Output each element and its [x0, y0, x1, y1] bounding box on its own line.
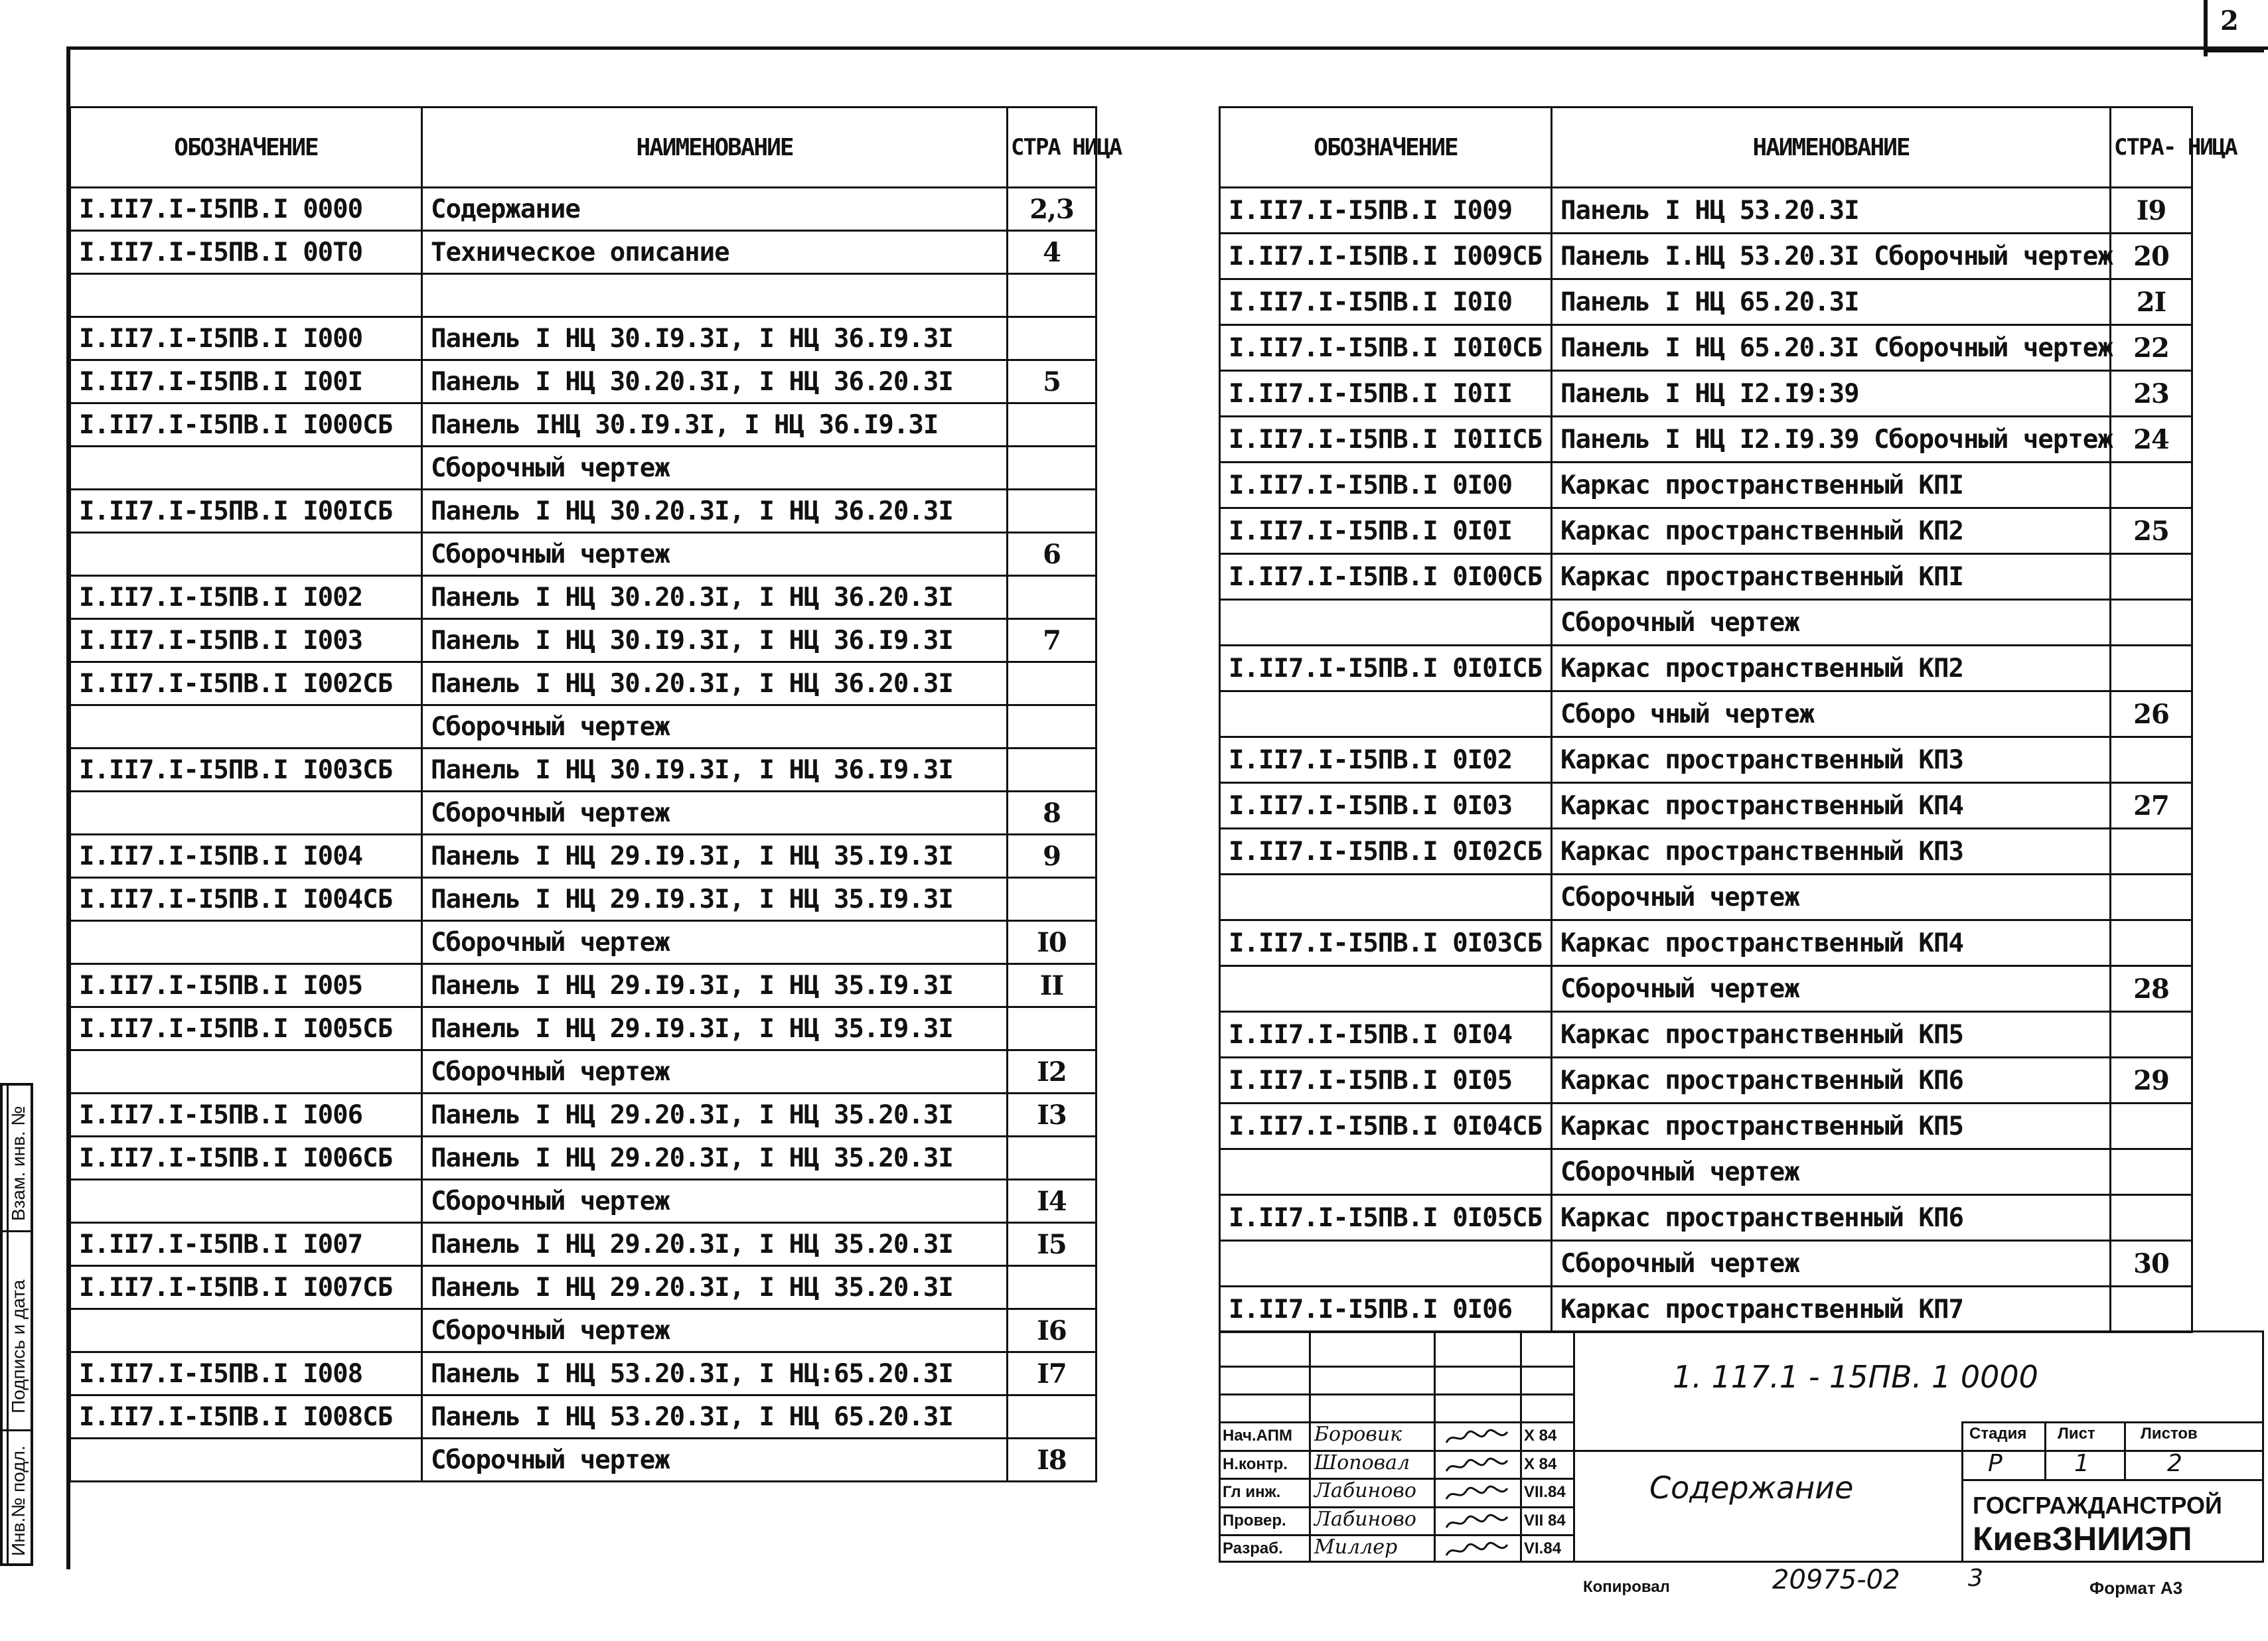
page-cell: 29: [2111, 1058, 2192, 1104]
page-cell: 22: [2111, 325, 2192, 371]
designation-cell: I.II7.I-I5ПВ.I 0I0IСБ: [1220, 646, 1552, 691]
designation-cell: I.II7.I-I5ПВ.I I000СБ: [70, 403, 422, 447]
name-cell: Панель I НЦ 30.I9.3I, I НЦ 36.I9.3I: [422, 317, 1008, 360]
name-cell: Каркас пространственный КП6: [1552, 1195, 2111, 1241]
table-row: [70, 1180, 1096, 1223]
designation-cell: [70, 705, 422, 749]
page-cell: [2111, 554, 2192, 600]
name-cell: Каркас пространственный КП7: [1552, 1287, 2111, 1332]
name-cell: Панель I НЦ 53.20.3I: [1552, 188, 2111, 234]
table-row: [1220, 554, 2192, 600]
designation-cell: I.II7.I-I5ПВ.I I008: [70, 1352, 422, 1395]
designation-cell: I.II7.I-I5ПВ.I 0I05СБ: [1220, 1195, 1552, 1241]
designation-cell: [70, 533, 422, 576]
organization-name: ГОСГРАЖДАНСТРОЙ: [1973, 1492, 2222, 1519]
page-cell: 30: [2111, 1241, 2192, 1287]
page-cell: [1008, 490, 1096, 533]
page-cell: 9: [1008, 835, 1096, 878]
page-cell: 23: [2111, 371, 2192, 417]
page-cell: 25: [2111, 508, 2192, 554]
name-cell: Сборочный чертеж: [1552, 1149, 2111, 1195]
document-code: 1. 117.1 - 15ПВ. 1 0000: [1673, 1359, 2038, 1395]
table-row: [70, 188, 1096, 231]
designation-cell: I.II7.I-I5ПВ.I I0II: [1220, 371, 1552, 417]
page-cell: I8: [1008, 1439, 1096, 1482]
staff-name: Лабиново: [1314, 1479, 1416, 1502]
designation-cell: [70, 1309, 422, 1352]
name-cell: Панель I НЦ 29.20.3I, I НЦ 35.20.3I: [422, 1223, 1008, 1266]
column-header-designation: ОБОЗНАЧЕНИЕ: [70, 107, 422, 188]
name-cell: Сборочный чертеж: [422, 921, 1008, 964]
signature-mark: [1444, 1428, 1510, 1444]
page-cell: I2: [1008, 1050, 1096, 1094]
signature-mark: [1444, 1457, 1510, 1472]
table-row: [70, 1050, 1096, 1094]
table-row: [1220, 1012, 2192, 1058]
name-cell: Панель I НЦ 29.20.3I, I НЦ 35.20.3I: [422, 1094, 1008, 1137]
designation-cell: I.II7.I-I5ПВ.I 0I02СБ: [1220, 829, 1552, 875]
table-row: [70, 792, 1096, 835]
copy-number: 3: [1968, 1565, 1983, 1592]
signature-mark: [1444, 1484, 1510, 1500]
sheets-label: Листов: [2141, 1425, 2198, 1443]
sheet-number-underline: [2208, 50, 2264, 52]
table-row: [70, 1439, 1096, 1482]
strip-label-replacement: Взам. инв. №: [8, 1106, 29, 1221]
designation-cell: I.II7.I-I5ПВ.I I00IСБ: [70, 490, 422, 533]
page-cell: [2111, 1287, 2192, 1332]
designation-cell: I.II7.I-I5ПВ.I 00Т0: [70, 231, 422, 274]
designation-cell: I.II7.I-I5ПВ.I I0I0: [1220, 279, 1552, 325]
name-cell: Панель I НЦ 29.20.3I, I НЦ 35.20.3I: [422, 1266, 1008, 1309]
name-cell: [422, 274, 1008, 317]
strip-label-signature: Подпись и дата: [8, 1279, 29, 1413]
page-cell: [1008, 447, 1096, 490]
designation-cell: I.II7.I-I5ПВ.I I004: [70, 835, 422, 878]
designation-cell: [70, 792, 422, 835]
name-cell: Сборочный чертеж: [422, 533, 1008, 576]
name-cell: Каркас пространственный КП2: [1552, 646, 2111, 691]
page-cell: 2,3: [1008, 188, 1096, 231]
page-cell: [2111, 463, 2192, 508]
page-cell: 8: [1008, 792, 1096, 835]
sheets-value: 2: [2167, 1450, 2182, 1477]
page-cell: [2111, 875, 2192, 920]
page-cell: II: [1008, 964, 1096, 1007]
table-row: [70, 1223, 1096, 1266]
table-row: [1220, 279, 2192, 325]
page-cell: [1008, 1007, 1096, 1050]
page-cell: [2111, 1012, 2192, 1058]
table-row: [70, 317, 1096, 360]
name-cell: Панель I НЦ 30.20.3I, I НЦ 36.20.3I: [422, 360, 1008, 403]
sheet-label: Лист: [2058, 1425, 2095, 1443]
table-row: [1220, 1058, 2192, 1104]
table-row: [1220, 1287, 2192, 1332]
table-row: [1220, 875, 2192, 920]
designation-cell: I.II7.I-I5ПВ.I 0000: [70, 188, 422, 231]
designation-cell: I.II7.I-I5ПВ.I 0I03СБ: [1220, 920, 1552, 966]
page-cell: I5: [1008, 1223, 1096, 1266]
table-row: [70, 490, 1096, 533]
grid-line: [1961, 1479, 2264, 1481]
table-row: [1220, 646, 2192, 691]
table-row: [70, 533, 1096, 576]
contents-table-right: [1219, 106, 2237, 1333]
contents-table-left: [69, 106, 1122, 1482]
table-row: [1220, 234, 2192, 279]
page-cell: [1008, 749, 1096, 792]
table-row: [70, 749, 1096, 792]
designation-cell: I.II7.I-I5ПВ.I I002СБ: [70, 662, 422, 705]
table-row: [1220, 371, 2192, 417]
name-cell: Сборочный чертеж: [1552, 1241, 2111, 1287]
column-header-name: НАИМЕНОВАНИЕ: [422, 107, 1008, 188]
designation-cell: I.II7.I-I5ПВ.I I005: [70, 964, 422, 1007]
page-cell: 4: [1008, 231, 1096, 274]
designation-cell: [1220, 1149, 1552, 1195]
designation-cell: [1220, 966, 1552, 1012]
table-row: [70, 1007, 1096, 1050]
designation-cell: I.II7.I-I5ПВ.I I009: [1220, 188, 1552, 234]
name-cell: Панель I НЦ 29.20.3I, I НЦ 35.20.3I: [422, 1137, 1008, 1180]
stage-value: Р: [1988, 1450, 2003, 1477]
table-row: [1220, 188, 2192, 234]
name-cell: Панель I НЦ 53.20.3I, I НЦ 65.20.3I: [422, 1395, 1008, 1439]
designation-cell: I.II7.I-I5ПВ.I I0IIСБ: [1220, 417, 1552, 463]
page-cell: [2111, 1195, 2192, 1241]
signature-mark: [1444, 1513, 1510, 1529]
page-cell: [1008, 1137, 1096, 1180]
format-label: Формат А3: [2089, 1578, 2183, 1598]
name-cell: Каркас пространственный КП6: [1552, 1058, 2111, 1104]
page-cell: 24: [2111, 417, 2192, 463]
designation-cell: I.II7.I-I5ПВ.I I006СБ: [70, 1137, 422, 1180]
designation-cell: [70, 1050, 422, 1094]
table-row: [70, 662, 1096, 705]
name-cell: Сборочный чертеж: [1552, 966, 2111, 1012]
name-cell: Каркас пространственный КПI: [1552, 554, 2111, 600]
designation-cell: I.II7.I-I5ПВ.I I004СБ: [70, 878, 422, 921]
designation-cell: I.II7.I-I5ПВ.I 0I02: [1220, 737, 1552, 783]
designation-cell: I.II7.I-I5ПВ.I 0I00: [1220, 463, 1552, 508]
page-cell: [1008, 662, 1096, 705]
designation-cell: I.II7.I-I5ПВ.I I0I0СБ: [1220, 325, 1552, 371]
page-cell: [2111, 1104, 2192, 1149]
table-row: [1220, 508, 2192, 554]
table-row: [70, 619, 1096, 662]
page-cell: I7: [1008, 1352, 1096, 1395]
table-row: [70, 576, 1096, 619]
name-cell: Панель I НЦ 65.20.3I Сборочный чертеж: [1552, 325, 2111, 371]
page-cell: 5: [1008, 360, 1096, 403]
table-row: [70, 705, 1096, 749]
table-row: [70, 964, 1096, 1007]
table-row: [70, 1094, 1096, 1137]
designation-cell: [1220, 1241, 1552, 1287]
table-row: [70, 1309, 1096, 1352]
designation-cell: I.II7.I-I5ПВ.I 0I0I: [1220, 508, 1552, 554]
staff-role: Разраб.: [1223, 1539, 1283, 1557]
page-cell: 26: [2111, 691, 2192, 737]
name-cell: Панель I НЦ I2.I9.39 Сборочный чертеж: [1552, 417, 2111, 463]
sheet-number: 2: [2220, 5, 2239, 36]
page-cell: [1008, 317, 1096, 360]
designation-cell: I.II7.I-I5ПВ.I I003СБ: [70, 749, 422, 792]
staff-role: Гл инж.: [1223, 1483, 1281, 1501]
grid-line: [1961, 1421, 1963, 1563]
designation-cell: I.II7.I-I5ПВ.I 0I06: [1220, 1287, 1552, 1332]
name-cell: Панель I НЦ 30.20.3I, I НЦ 36.20.3I: [422, 576, 1008, 619]
designation-cell: I.II7.I-I5ПВ.I 0I03: [1220, 783, 1552, 829]
name-cell: Панель I НЦ 30.20.3I, I НЦ 36.20.3I: [422, 490, 1008, 533]
designation-cell: I.II7.I-I5ПВ.I I006: [70, 1094, 422, 1137]
name-cell: Панель I НЦ 29.I9.3I, I НЦ 35.I9.3I: [422, 835, 1008, 878]
page-cell: I3: [1008, 1094, 1096, 1137]
table-row: [70, 1395, 1096, 1439]
grid-line: [1573, 1330, 1575, 1563]
name-cell: Панель I НЦ 30.I9.3I, I НЦ 36.I9.3I: [422, 749, 1008, 792]
name-cell: Панель I НЦ 29.I9.3I, I НЦ 35.I9.3I: [422, 878, 1008, 921]
table-row: [1220, 829, 2192, 875]
name-cell: Панель I НЦ 29.I9.3I, I НЦ 35.I9.3I: [422, 1007, 1008, 1050]
table-row: [1220, 920, 2192, 966]
name-cell: Панель I НЦ 30.20.3I, I НЦ 36.20.3I: [422, 662, 1008, 705]
column-header-name: НАИМЕНОВАНИЕ: [1552, 107, 2111, 188]
page-cell: [1008, 576, 1096, 619]
table-row: [70, 1137, 1096, 1180]
contents-rows-right: [1220, 188, 2192, 1332]
name-cell: Каркас пространственный КПI: [1552, 463, 2111, 508]
designation-cell: I.II7.I-I5ПВ.I I000: [70, 317, 422, 360]
name-cell: Панель I.НЦ 53.20.3I Сборочный чертеж: [1552, 234, 2111, 279]
name-cell: Каркас пространственный КП5: [1552, 1012, 2111, 1058]
name-cell: Сборочный чертеж: [422, 792, 1008, 835]
name-cell: Панель I НЦ I2.I9:39: [1552, 371, 2111, 417]
name-cell: Сборочный чертеж: [422, 1180, 1008, 1223]
page-cell: 7: [1008, 619, 1096, 662]
table-row: [1220, 325, 2192, 371]
page-cell: 6: [1008, 533, 1096, 576]
designation-cell: [70, 1180, 422, 1223]
name-cell: Каркас пространственный КП4: [1552, 920, 2111, 966]
table-row: [1220, 691, 2192, 737]
table-row: [70, 447, 1096, 490]
staff-role: Нач.АПМ: [1223, 1427, 1292, 1445]
page-cell: I9: [2111, 188, 2192, 234]
contents-rows-left: [70, 188, 1096, 1482]
staff-name: Миллер: [1314, 1535, 1398, 1559]
designation-cell: I.II7.I-I5ПВ.I I008СБ: [70, 1395, 422, 1439]
page-cell: [2111, 600, 2192, 646]
page-cell: 2I: [2111, 279, 2192, 325]
name-cell: Сборочный чертеж: [1552, 600, 2111, 646]
table-row: [70, 360, 1096, 403]
staff-date: VI.84: [1524, 1539, 1562, 1557]
designation-cell: I.II7.I-I5ПВ.I I00I: [70, 360, 422, 403]
name-cell: Сборочный чертеж: [422, 447, 1008, 490]
organization-institute: КиевЗНИИЭП: [1973, 1520, 2192, 1557]
name-cell: Каркас пространственный КП4: [1552, 783, 2111, 829]
signature-mark: [1444, 1541, 1510, 1557]
name-cell: Техническое описание: [422, 231, 1008, 274]
name-cell: Сборочный чертеж: [422, 1309, 1008, 1352]
grid-line: [1961, 1450, 2264, 1452]
table-row: [1220, 417, 2192, 463]
staff-date: Х 84: [1524, 1455, 1557, 1473]
page-cell: [2111, 646, 2192, 691]
page-cell: [1008, 705, 1096, 749]
page-cell: 20: [2111, 234, 2192, 279]
name-cell: Каркас пространственный КП3: [1552, 737, 2111, 783]
grid-line: [1961, 1421, 2264, 1423]
page-cell: 28: [2111, 966, 2192, 1012]
table-row: [1220, 1104, 2192, 1149]
page-cell: 27: [2111, 783, 2192, 829]
sheet-value: 1: [2074, 1450, 2089, 1477]
designation-cell: [1220, 875, 1552, 920]
table-row: [70, 1352, 1096, 1395]
table-row: [70, 1266, 1096, 1309]
stage-label: Стадия: [1969, 1425, 2027, 1443]
order-number: 20975-02: [1772, 1565, 1900, 1595]
staff-date: VII 84: [1524, 1512, 1566, 1530]
name-cell: Панель IНЦ 30.I9.3I, I НЦ 36.I9.3I: [422, 403, 1008, 447]
page-cell: [1008, 1266, 1096, 1309]
designation-cell: [70, 1439, 422, 1482]
staff-date: Х 84: [1524, 1427, 1557, 1445]
name-cell: Сборочный чертеж: [422, 705, 1008, 749]
designation-cell: I.II7.I-I5ПВ.I I007: [70, 1223, 422, 1266]
page-cell: [2111, 1149, 2192, 1195]
column-header-designation: ОБОЗНАЧЕНИЕ: [1220, 107, 1552, 188]
column-header-page: СТРА- НИЦА: [2111, 107, 2192, 188]
staff-role: Провер.: [1223, 1512, 1286, 1530]
page-cell: [1008, 274, 1096, 317]
name-cell: Содержание: [422, 188, 1008, 231]
staff-role: Н.контр.: [1223, 1455, 1288, 1473]
designation-cell: [70, 274, 422, 317]
grid-line: [1219, 1366, 1573, 1368]
table-row: [1220, 783, 2192, 829]
name-cell: Сборочный чертеж: [1552, 875, 2111, 920]
staff-name: Шоповал: [1314, 1451, 1410, 1474]
staff-date: VII.84: [1524, 1483, 1566, 1501]
page-cell: I4: [1008, 1180, 1096, 1223]
designation-cell: I.II7.I-I5ПВ.I I009СБ: [1220, 234, 1552, 279]
staff-name: Лабиново: [1314, 1508, 1416, 1531]
staff-name: Боровик: [1314, 1423, 1402, 1446]
column-header-page: СТРА НИЦА: [1008, 107, 1096, 188]
name-cell: Сборочный чертеж: [422, 1439, 1008, 1482]
page-cell: I6: [1008, 1309, 1096, 1352]
designation-cell: [1220, 691, 1552, 737]
name-cell: Панель I НЦ 53.20.3I, I НЦ:65.20.3I: [422, 1352, 1008, 1395]
designation-cell: I.II7.I-I5ПВ.I 0I00СБ: [1220, 554, 1552, 600]
sheet-number-divider: [2204, 0, 2208, 56]
designation-cell: I.II7.I-I5ПВ.I 0I05: [1220, 1058, 1552, 1104]
page-cell: [2111, 737, 2192, 783]
table-row: [70, 878, 1096, 921]
table-row: [70, 921, 1096, 964]
table-row: [70, 274, 1096, 317]
table-row: [70, 403, 1096, 447]
page-cell: I0: [1008, 921, 1096, 964]
designation-cell: I.II7.I-I5ПВ.I 0I04: [1220, 1012, 1552, 1058]
table-row: [1220, 966, 2192, 1012]
table-row: [1220, 1241, 2192, 1287]
designation-cell: I.II7.I-I5ПВ.I I002: [70, 576, 422, 619]
table-row: [1220, 463, 2192, 508]
table-row: [70, 835, 1096, 878]
designation-cell: I.II7.I-I5ПВ.I I003: [70, 619, 422, 662]
table-row: [1220, 1195, 2192, 1241]
table-row: [70, 231, 1096, 274]
page-cell: [2111, 829, 2192, 875]
name-cell: Панель I НЦ 65.20.3I: [1552, 279, 2111, 325]
table-row: [1220, 737, 2192, 783]
page-cell: [1008, 1395, 1096, 1439]
designation-cell: [70, 447, 422, 490]
name-cell: Каркас пространственный КП2: [1552, 508, 2111, 554]
grid-line: [1219, 1393, 1573, 1395]
page-cell: [2111, 920, 2192, 966]
page-cell: [1008, 878, 1096, 921]
designation-cell: I.II7.I-I5ПВ.I I007СБ: [70, 1266, 422, 1309]
copied-label: Копировал: [1583, 1578, 1670, 1596]
sheet-title: Содержание: [1649, 1470, 1854, 1506]
strip-label-original: Инв.№ подл.: [8, 1445, 29, 1556]
name-cell: Каркас пространственный КП3: [1552, 829, 2111, 875]
designation-cell: [70, 921, 422, 964]
designation-cell: [1220, 600, 1552, 646]
name-cell: Каркас пространственный КП5: [1552, 1104, 2111, 1149]
name-cell: Панель I НЦ 29.I9.3I, I НЦ 35.I9.3I: [422, 964, 1008, 1007]
designation-cell: I.II7.I-I5ПВ.I 0I04СБ: [1220, 1104, 1552, 1149]
name-cell: Панель I НЦ 30.I9.3I, I НЦ 36.I9.3I: [422, 619, 1008, 662]
table-row: [1220, 1149, 2192, 1195]
name-cell: Сборо чный чертеж: [1552, 691, 2111, 737]
name-cell: Сборочный чертеж: [422, 1050, 1008, 1094]
designation-cell: I.II7.I-I5ПВ.I I005СБ: [70, 1007, 422, 1050]
page-cell: [1008, 403, 1096, 447]
table-row: [1220, 600, 2192, 646]
